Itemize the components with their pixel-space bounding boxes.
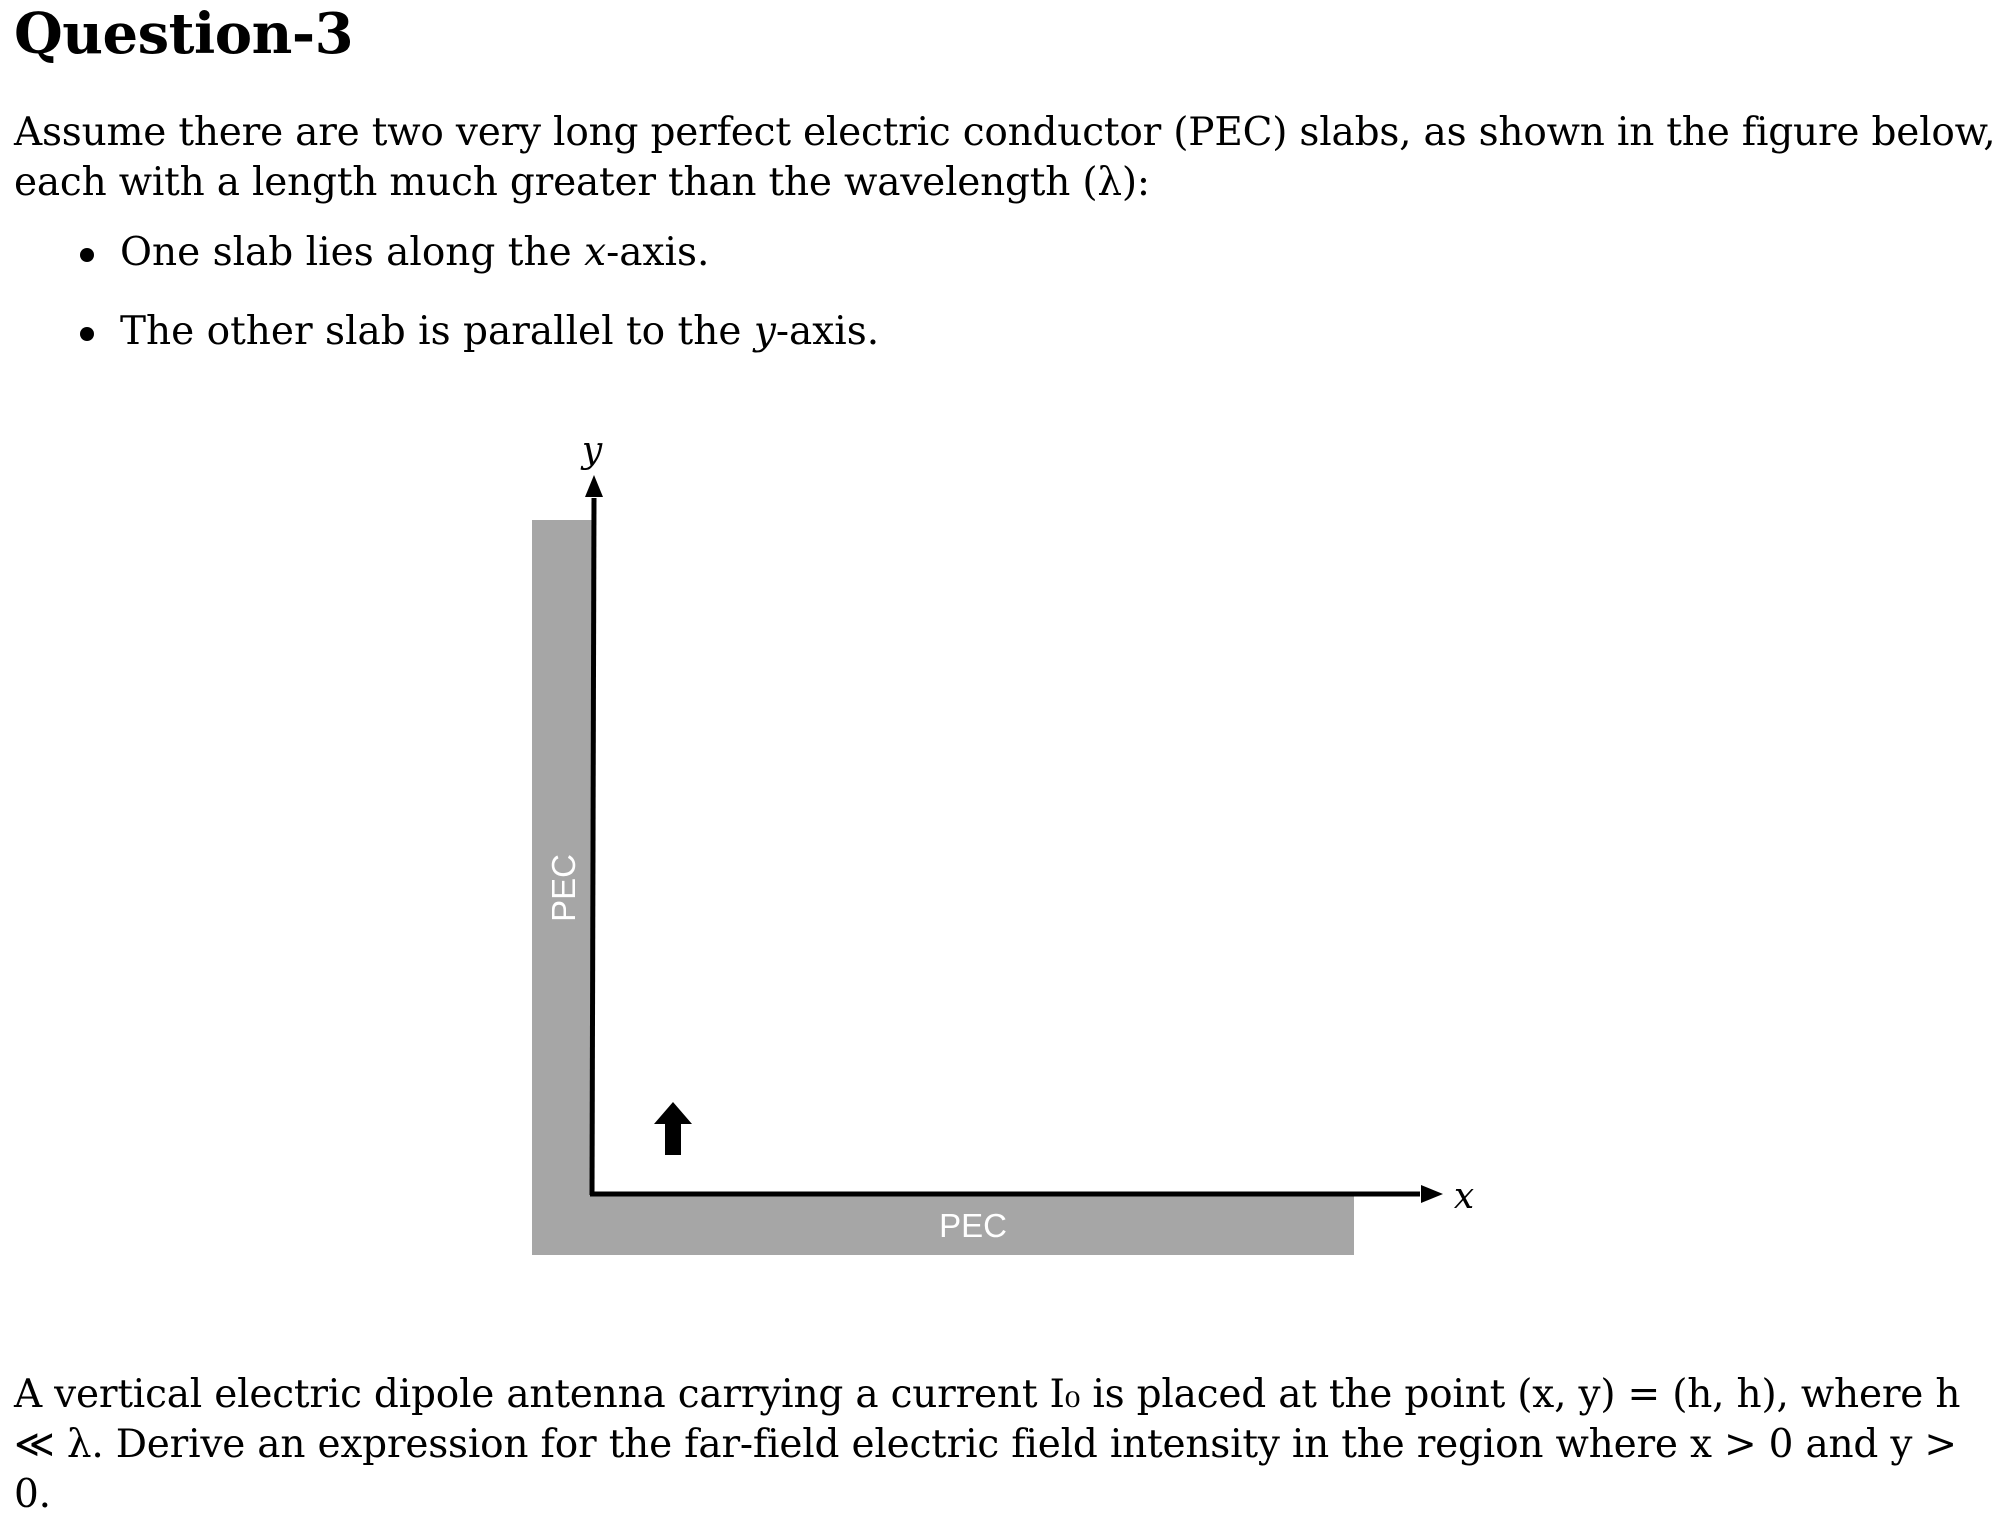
y-axis-line [592, 498, 594, 1195]
bullet-text-post: -axis. [606, 230, 710, 275]
x-axis-arrow-icon [1421, 1185, 1443, 1203]
page-title: Question-3 [14, 1, 354, 67]
y-axis-label: y [581, 430, 603, 471]
x-axis-label: x [1453, 1176, 1475, 1217]
intro-paragraph: Assume there are two very long perfect electric conductor (PEC) slabs, as shown in the figure below, each with a length much greater than the wavelength (λ): [14, 110, 1996, 205]
bullet-text-pre: One slab lies along the [120, 230, 585, 275]
question-paragraph: A vertical electric dipole antenna carrying a current I₀ is placed at the point (x, y) = (h, h), where h ≪ λ. Derive an expression for the far-field electric field intensity in the region where x > 0 and y > 0. [14, 1372, 1961, 1517]
bullet-math-var: x [584, 230, 607, 275]
bullet-text-post: -axis. [775, 309, 880, 354]
vertical-slab-label: PEC [545, 854, 582, 922]
y-axis-arrow-icon [585, 475, 603, 497]
dipole-up-arrow-icon [654, 1102, 692, 1155]
horizontal-slab-label: PEC [939, 1207, 1007, 1244]
bullet-math-var: y [753, 309, 776, 354]
bullet-text-pre: The other slab is parallel to the [120, 309, 754, 354]
